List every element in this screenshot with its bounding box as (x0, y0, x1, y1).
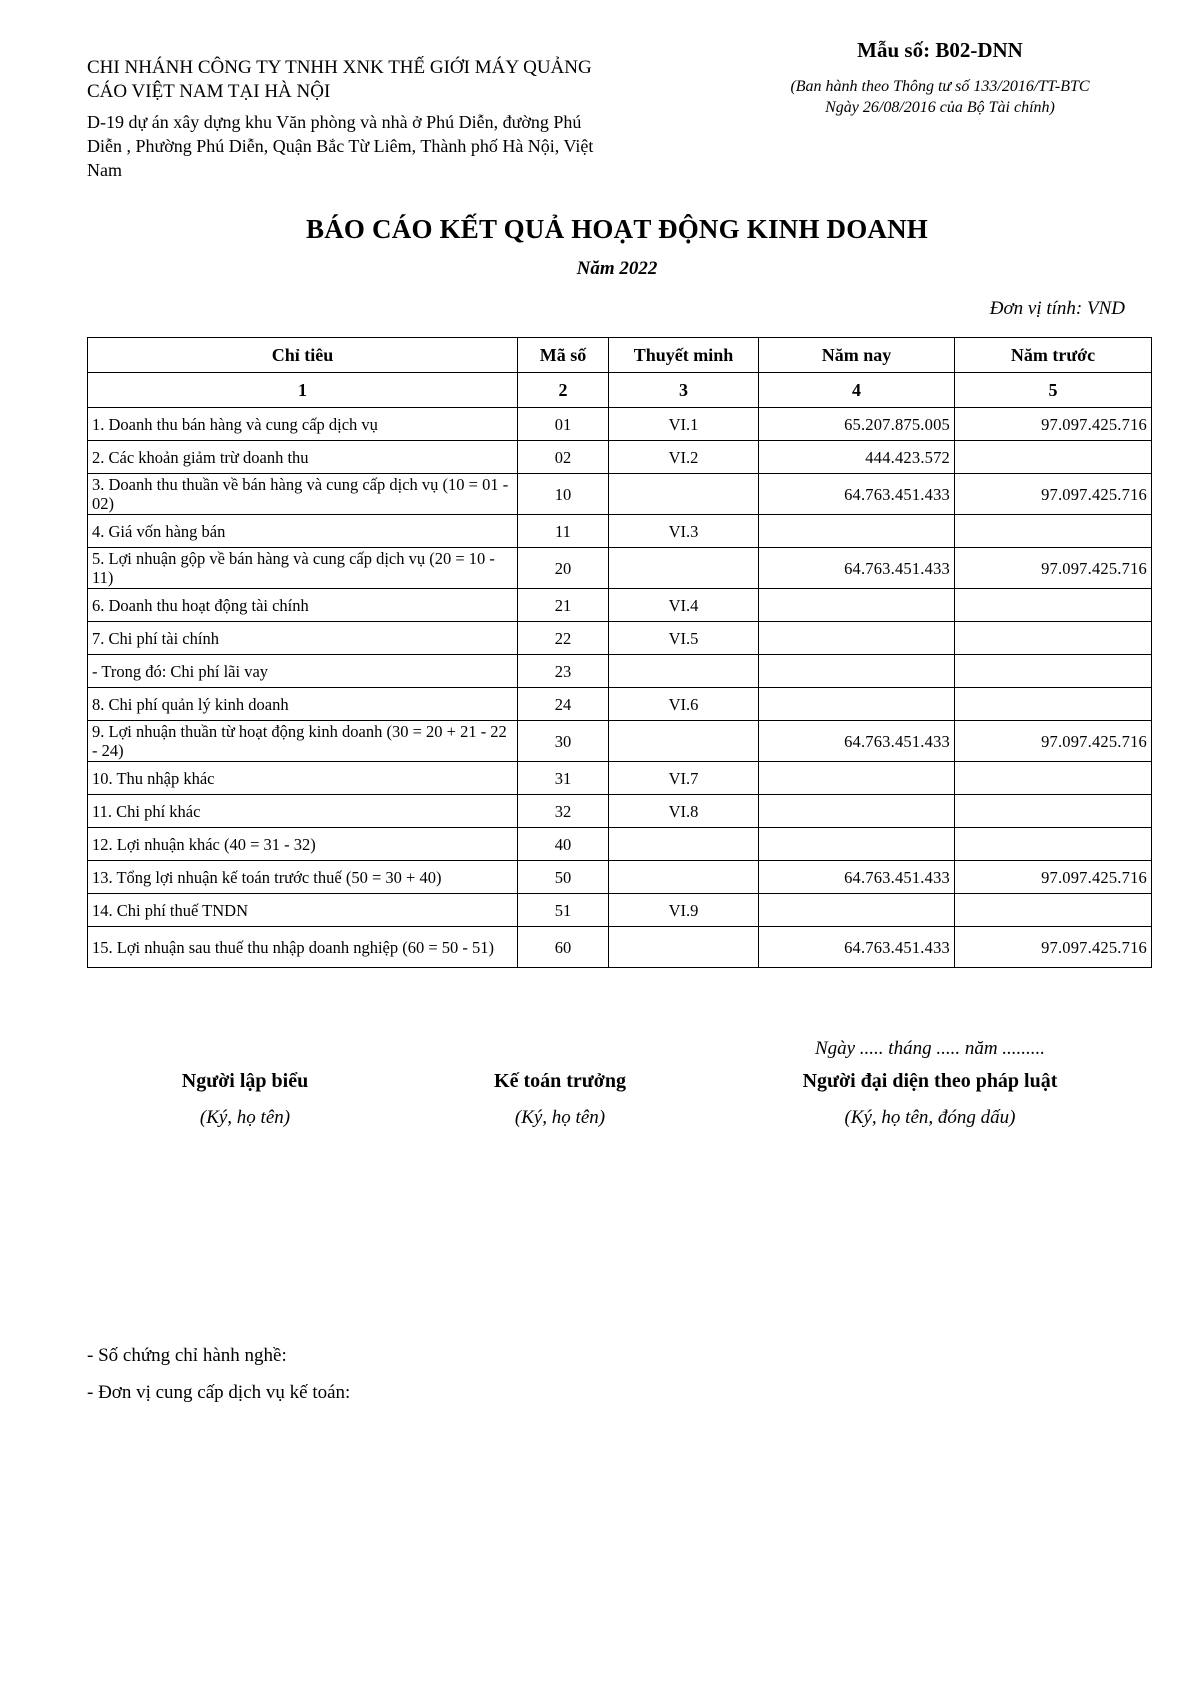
row-previous-year (955, 688, 1152, 721)
row-previous-year (955, 515, 1152, 548)
row-note: VI.2 (609, 441, 759, 474)
company-name (87, 56, 707, 104)
address-line: Diễn , Phường Phú Diễn, Quận Bắc Từ Liêm, Thành phố Hà Nội, Việt (87, 136, 594, 156)
row-current-year: 64.763.451.433 (759, 474, 955, 515)
form-issued-line: Ngày 26/08/2016 của Bộ Tài chính) (825, 99, 1055, 116)
address-line: D-19 dự án xây dựng khu Văn phòng và nhà ở Phú Diễn, đường Phú (87, 112, 582, 132)
table-row (88, 441, 1152, 474)
address-line: Nam (87, 160, 122, 180)
row-code: 30 (518, 721, 609, 762)
table-row (88, 515, 1152, 548)
preparer-note: (Ký, họ tên) (199, 1107, 291, 1128)
table-row (88, 622, 1152, 655)
preparer-title: Người lập biểu (181, 1070, 309, 1092)
column-header: Mã số (518, 338, 609, 373)
accounting-service-unit-line: - Đơn vị cung cấp dịch vụ kế toán: (87, 1382, 351, 1403)
row-note (609, 927, 759, 968)
row-current-year: 64.763.451.433 (759, 927, 955, 968)
report-year: Năm 2022 (576, 258, 658, 279)
row-current-year (759, 515, 955, 548)
column-number: 3 (609, 373, 759, 408)
row-name: 14. Chi phí thuế TNDN (88, 894, 518, 927)
table-row (88, 828, 1152, 861)
row-note (609, 828, 759, 861)
row-code: 11 (518, 515, 609, 548)
row-name: 11. Chi phí khác (88, 795, 518, 828)
row-code: 22 (518, 622, 609, 655)
table-row (88, 688, 1152, 721)
row-note (609, 474, 759, 515)
row-name: 5. Lợi nhuận gộp về bán hàng và cung cấp dịch vụ (20 = 10 - 11) (88, 548, 518, 589)
row-previous-year: 97.097.425.716 (955, 721, 1152, 762)
row-current-year (759, 828, 955, 861)
row-current-year: 444.423.572 (759, 441, 955, 474)
column-number: 5 (955, 373, 1152, 408)
row-current-year (759, 688, 955, 721)
row-previous-year (955, 622, 1152, 655)
row-name: 13. Tổng lợi nhuận kế toán trước thuế (50 = 30 + 40) (88, 861, 518, 894)
row-note (609, 548, 759, 589)
row-code: 20 (518, 548, 609, 589)
table-row (88, 894, 1152, 927)
row-note (609, 861, 759, 894)
row-code: 10 (518, 474, 609, 515)
row-current-year (759, 589, 955, 622)
column-header: Chỉ tiêu (88, 338, 518, 373)
row-previous-year (955, 795, 1152, 828)
row-note: VI.6 (609, 688, 759, 721)
form-code: Mẫu số: B02-DNN (857, 38, 1023, 62)
row-code: 50 (518, 861, 609, 894)
table-row (88, 408, 1152, 441)
legal-representative-note: (Ký, họ tên, đóng dấu) (844, 1107, 1016, 1128)
certificate-number-line: - Số chứng chỉ hành nghề: (87, 1345, 287, 1366)
table-row (88, 795, 1152, 828)
row-previous-year: 97.097.425.716 (955, 927, 1152, 968)
column-number: 2 (518, 373, 609, 408)
row-code: 51 (518, 894, 609, 927)
company-address (87, 110, 727, 182)
row-code: 01 (518, 408, 609, 441)
row-note: VI.4 (609, 589, 759, 622)
report-title: BÁO CÁO KẾT QUẢ HOẠT ĐỘNG KINH DOANH (305, 214, 929, 244)
row-name: 7. Chi phí tài chính (88, 622, 518, 655)
row-previous-year (955, 828, 1152, 861)
row-code: 31 (518, 762, 609, 795)
row-note (609, 655, 759, 688)
currency-unit: Đơn vị tính: VND (989, 298, 1125, 319)
row-previous-year: 97.097.425.716 (955, 408, 1152, 441)
row-previous-year: 97.097.425.716 (955, 861, 1152, 894)
row-name: 12. Lợi nhuận khác (40 = 31 - 32) (88, 828, 518, 861)
row-current-year: 64.763.451.433 (759, 861, 955, 894)
column-number: 4 (759, 373, 955, 408)
chief-accountant-title: Kế toán trưởng (494, 1070, 626, 1092)
form-issued-note (730, 76, 1150, 118)
column-header: Thuyết minh (609, 338, 759, 373)
row-code: 24 (518, 688, 609, 721)
row-name: 10. Thu nhập khác (88, 762, 518, 795)
row-code: 32 (518, 795, 609, 828)
row-name: 9. Lợi nhuận thuần từ hoạt động kinh doanh (30 = 20 + 21 - 22 - 24) (88, 721, 518, 762)
row-current-year (759, 762, 955, 795)
column-header: Năm nay (759, 338, 955, 373)
chief-accountant-note: (Ký, họ tên) (514, 1107, 606, 1128)
legal-representative-title: Người đại diện theo pháp luật (802, 1070, 1058, 1092)
row-code: 21 (518, 589, 609, 622)
row-code: 02 (518, 441, 609, 474)
table-row (88, 927, 1152, 968)
table-row (88, 762, 1152, 795)
row-previous-year (955, 762, 1152, 795)
row-previous-year (955, 589, 1152, 622)
row-code: 60 (518, 927, 609, 968)
row-name: 8. Chi phí quản lý kinh doanh (88, 688, 518, 721)
table-row (88, 861, 1152, 894)
row-current-year (759, 622, 955, 655)
row-previous-year: 97.097.425.716 (955, 474, 1152, 515)
row-note: VI.1 (609, 408, 759, 441)
row-current-year (759, 894, 955, 927)
row-previous-year: 97.097.425.716 (955, 548, 1152, 589)
table-row (88, 474, 1152, 515)
row-name: 15. Lợi nhuận sau thuế thu nhập doanh nghiệp (60 = 50 - 51) (88, 927, 518, 968)
row-previous-year (955, 894, 1152, 927)
row-previous-year (955, 441, 1152, 474)
row-current-year: 64.763.451.433 (759, 721, 955, 762)
company-name-line: CHI NHÁNH CÔNG TY TNHH XNK THẾ GIỚI MÁY QUẢNG (87, 57, 592, 78)
row-note: VI.7 (609, 762, 759, 795)
table-row (88, 589, 1152, 622)
row-note: VI.3 (609, 515, 759, 548)
company-name-line: CÁO VIỆT NAM TẠI HÀ NỘI (87, 81, 331, 102)
row-name: - Trong đó: Chi phí lãi vay (88, 655, 518, 688)
row-current-year (759, 655, 955, 688)
row-current-year: 64.763.451.433 (759, 548, 955, 589)
column-header: Năm trước (955, 338, 1152, 373)
row-note (609, 721, 759, 762)
row-code: 23 (518, 655, 609, 688)
row-name: 2. Các khoản giảm trừ doanh thu (88, 441, 518, 474)
form-issued-line: (Ban hành theo Thông tư số 133/2016/TT-BTC (790, 78, 1090, 95)
table-header-row (88, 338, 1152, 373)
table-row (88, 721, 1152, 762)
row-note: VI.5 (609, 622, 759, 655)
row-note: VI.9 (609, 894, 759, 927)
row-current-year (759, 795, 955, 828)
table-row (88, 655, 1152, 688)
row-name: 6. Doanh thu hoạt động tài chính (88, 589, 518, 622)
table-row (88, 548, 1152, 589)
row-previous-year (955, 655, 1152, 688)
income-statement-table (87, 337, 1152, 968)
column-number-row (88, 373, 1152, 408)
row-code: 40 (518, 828, 609, 861)
row-name: 3. Doanh thu thuần về bán hàng và cung cấp dịch vụ (10 = 01 - 02) (88, 474, 518, 515)
row-name: 1. Doanh thu bán hàng và cung cấp dịch vụ (88, 408, 518, 441)
row-note: VI.8 (609, 795, 759, 828)
signature-date-line: Ngày ..... tháng ..... năm ......... (814, 1038, 1046, 1059)
row-current-year: 65.207.875.005 (759, 408, 955, 441)
row-name: 4. Giá vốn hàng bán (88, 515, 518, 548)
column-number: 1 (88, 373, 518, 408)
